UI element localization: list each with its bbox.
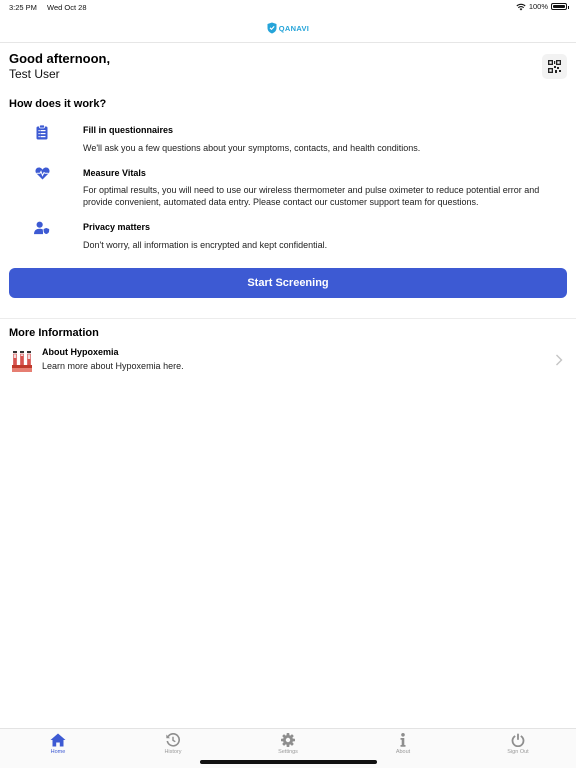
tab-label: Home bbox=[50, 749, 66, 755]
info-item-title: About Hypoxemia bbox=[42, 347, 119, 357]
info-icon bbox=[399, 733, 407, 747]
status-date: Wed Oct 28 bbox=[47, 3, 87, 12]
tab-label: Settings bbox=[278, 749, 298, 755]
greeting-title: Good afternoon, bbox=[9, 51, 111, 66]
tab-label: Sign Out bbox=[507, 749, 529, 755]
clipboard-icon bbox=[34, 124, 50, 140]
tab-sign-out[interactable] bbox=[488, 733, 548, 757]
tab-settings[interactable] bbox=[258, 733, 318, 757]
tab-home[interactable] bbox=[28, 733, 88, 757]
tab-history[interactable] bbox=[143, 733, 203, 757]
more-info-title: More Information bbox=[9, 327, 99, 339]
battery-percent: 100% bbox=[528, 2, 548, 11]
info-item-description: Learn more about Hypoxemia here. bbox=[42, 361, 184, 371]
step-description: Don't worry, all information is encrypted and kept confidential. bbox=[83, 240, 328, 250]
start-screening-button[interactable]: Start Screening bbox=[9, 268, 567, 298]
chevron-right-icon bbox=[555, 354, 563, 366]
qr-code-icon bbox=[548, 60, 561, 73]
tab-label: History bbox=[164, 749, 182, 755]
step-title: Privacy matters bbox=[83, 222, 151, 232]
step-description: We'll ask you a few questions about your symptoms, contacts, and health conditions. bbox=[83, 143, 421, 153]
qr-code-button[interactable] bbox=[542, 54, 567, 79]
tab-label: About bbox=[395, 749, 411, 755]
battery-icon bbox=[551, 3, 567, 10]
history-icon bbox=[166, 733, 180, 747]
list-item-about-hypoxemia[interactable] bbox=[0, 342, 576, 378]
section-divider bbox=[0, 318, 576, 319]
step-title: Fill in questionnaires bbox=[83, 125, 174, 135]
test-tubes-icon bbox=[12, 351, 32, 373]
power-icon bbox=[511, 733, 525, 747]
nav-header bbox=[0, 14, 576, 43]
app-logo bbox=[267, 22, 309, 34]
gear-icon bbox=[281, 733, 295, 747]
step-title: Measure Vitals bbox=[83, 168, 146, 178]
wifi-icon bbox=[516, 3, 526, 11]
step-description: For optimal results, you will need to use our wireless thermometer and pulse oximeter to reduce potential error and provide convenient, automated data entry. Please contact our customer support team for questions. bbox=[83, 185, 540, 207]
how-it-works-title: How does it work? bbox=[9, 98, 107, 110]
heartbeat-icon bbox=[34, 165, 50, 181]
user-name: Test User bbox=[9, 67, 60, 81]
home-indicator bbox=[200, 760, 377, 764]
logo-text: QANAVI bbox=[278, 23, 310, 33]
status-time: 3:25 PM bbox=[9, 3, 37, 12]
shield-logo-icon bbox=[267, 22, 277, 34]
status-bar bbox=[0, 0, 576, 14]
home-icon bbox=[50, 733, 66, 747]
user-shield-icon bbox=[34, 220, 50, 236]
tab-about[interactable] bbox=[373, 733, 433, 757]
